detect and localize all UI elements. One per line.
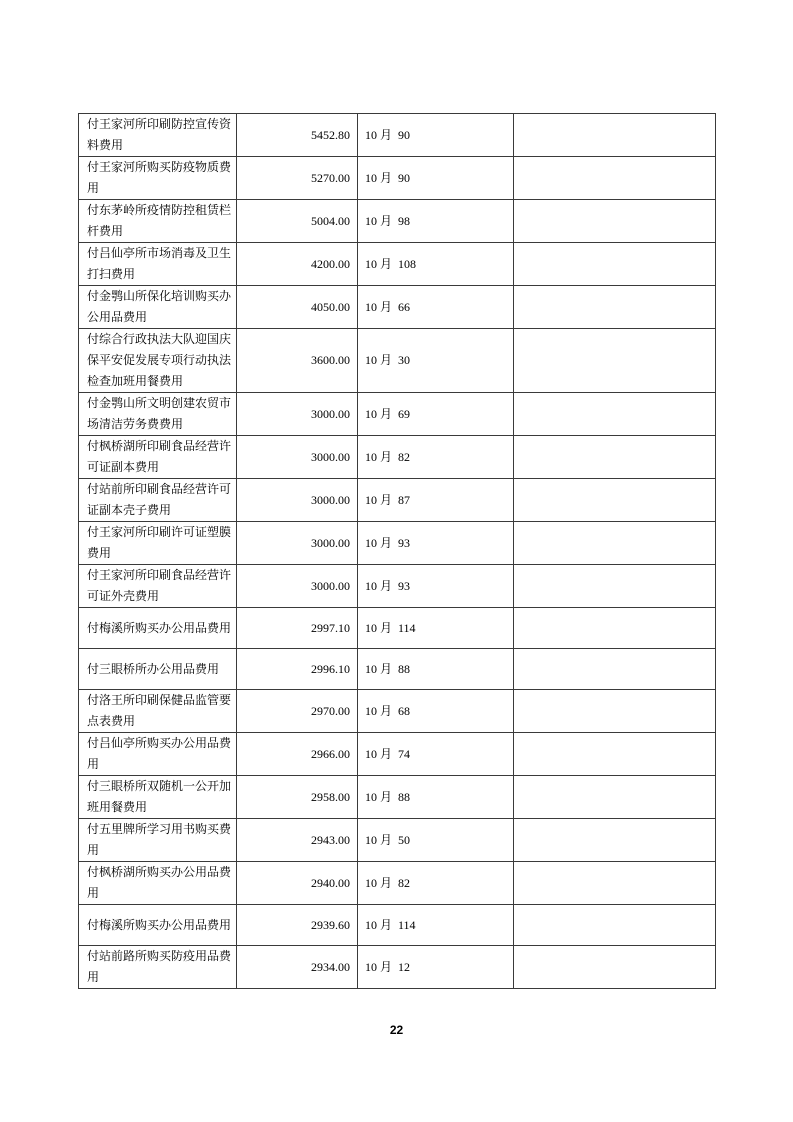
expense-date-cell: 10 月 98: [358, 200, 514, 243]
expense-amount-cell: 3000.00: [237, 565, 358, 608]
expense-description-cell: 付王家河所购买防疫物质费用: [79, 157, 237, 200]
expense-amount-cell: 2943.00: [237, 819, 358, 862]
table-row: [79, 946, 716, 989]
expense-amount-cell: 3000.00: [237, 393, 358, 436]
table-row: [79, 862, 716, 905]
expense-amount-cell: 5452.80: [237, 114, 358, 157]
expense-note-cell: [514, 565, 716, 608]
table-row: [79, 329, 716, 393]
expense-amount-cell: 4200.00: [237, 243, 358, 286]
expense-date-cell: 10 月 69: [358, 393, 514, 436]
table-row: [79, 114, 716, 157]
expense-amount-cell: 3000.00: [237, 479, 358, 522]
expense-description-cell: 付吕仙亭所市场消毒及卫生打扫费用: [79, 243, 237, 286]
expense-description-cell: 付枫桥湖所印刷食品经营许可证副本费用: [79, 436, 237, 479]
expense-amount-cell: 2934.00: [237, 946, 358, 989]
expense-amount-cell: 2940.00: [237, 862, 358, 905]
expense-description-cell: 付枫桥湖所购买办公用品费用: [79, 862, 237, 905]
expense-amount-cell: 2958.00: [237, 776, 358, 819]
expense-note-cell: [514, 393, 716, 436]
table-row: [79, 733, 716, 776]
expense-amount-cell: 2997.10: [237, 608, 358, 649]
expense-note-cell: [514, 776, 716, 819]
table-row: [79, 608, 716, 649]
expense-date-cell: 10 月 90: [358, 157, 514, 200]
expense-date-cell: 10 月 82: [358, 436, 514, 479]
expense-note-cell: [514, 243, 716, 286]
expense-note-cell: [514, 946, 716, 989]
expense-note-cell: [514, 862, 716, 905]
expense-note-cell: [514, 200, 716, 243]
page-number: 22: [389, 1023, 404, 1037]
table-row: [79, 776, 716, 819]
table-row: [79, 286, 716, 329]
expense-amount-cell: 3000.00: [237, 522, 358, 565]
expense-description-cell: 付王家河所印刷防控宣传资料费用: [79, 114, 237, 157]
table-row: [79, 649, 716, 690]
expense-date-cell: 10 月 82: [358, 862, 514, 905]
expense-date-cell: 10 月 12: [358, 946, 514, 989]
expense-amount-cell: 5270.00: [237, 157, 358, 200]
table-row: [79, 690, 716, 733]
expense-date-cell: 10 月 93: [358, 522, 514, 565]
table-row: [79, 565, 716, 608]
expense-date-cell: 10 月 66: [358, 286, 514, 329]
expense-amount-cell: 2939.60: [237, 905, 358, 946]
expense-description-cell: 付梅溪所购买办公用品费用: [79, 905, 237, 946]
table-row: [79, 157, 716, 200]
expense-description-cell: 付吕仙亭所购买办公用品费用: [79, 733, 237, 776]
expense-description-cell: 付三眼桥所办公用品费用: [79, 649, 237, 690]
table-row: [79, 436, 716, 479]
expense-date-cell: 10 月 50: [358, 819, 514, 862]
table-row: [79, 200, 716, 243]
expense-description-cell: 付综合行政执法大队迎国庆保平安促发展专项行动执法检查加班用餐费用: [79, 329, 237, 393]
expense-note-cell: [514, 905, 716, 946]
expense-date-cell: 10 月 87: [358, 479, 514, 522]
table-row: [79, 243, 716, 286]
table-row: [79, 819, 716, 862]
expense-description-cell: 付五里牌所学习用书购买费用: [79, 819, 237, 862]
expense-date-cell: 10 月 108: [358, 243, 514, 286]
expense-date-cell: 10 月 88: [358, 776, 514, 819]
expense-note-cell: [514, 286, 716, 329]
expense-note-cell: [514, 436, 716, 479]
table-row: [79, 905, 716, 946]
expense-description-cell: 付金鹗山所保化培训购买办公用品费用: [79, 286, 237, 329]
expense-amount-cell: 4050.00: [237, 286, 358, 329]
expense-note-cell: [514, 479, 716, 522]
expense-amount-cell: 3000.00: [237, 436, 358, 479]
expense-description-cell: 付金鹗山所文明创建农贸市场清洁劳务费费用: [79, 393, 237, 436]
table-row: [79, 479, 716, 522]
expense-note-cell: [514, 157, 716, 200]
expense-note-cell: [514, 522, 716, 565]
expense-note-cell: [514, 690, 716, 733]
expense-description-cell: 付王家河所印刷食品经营许可证外壳费用: [79, 565, 237, 608]
expense-amount-cell: 5004.00: [237, 200, 358, 243]
expense-date-cell: 10 月 30: [358, 329, 514, 393]
expense-description-cell: 付站前路所购买防疫用品费用: [79, 946, 237, 989]
expense-date-cell: 10 月 88: [358, 649, 514, 690]
expense-amount-cell: 2966.00: [237, 733, 358, 776]
expense-note-cell: [514, 819, 716, 862]
expense-note-cell: [514, 114, 716, 157]
expense-note-cell: [514, 608, 716, 649]
expense-note-cell: [514, 649, 716, 690]
expense-date-cell: 10 月 114: [358, 608, 514, 649]
expense-description-cell: 付梅溪所购买办公用品费用: [79, 608, 237, 649]
table-row: [79, 393, 716, 436]
table-row: [79, 522, 716, 565]
expense-table: [78, 113, 716, 989]
expense-table-body: [79, 114, 716, 989]
expense-description-cell: 付王家河所印刷许可证塑膜费用: [79, 522, 237, 565]
expense-date-cell: 10 月 90: [358, 114, 514, 157]
expense-amount-cell: 2996.10: [237, 649, 358, 690]
expense-amount-cell: 3600.00: [237, 329, 358, 393]
expense-description-cell: 付三眼桥所双随机一公开加班用餐费用: [79, 776, 237, 819]
expense-description-cell: 付东茅岭所疫情防控租赁栏杆费用: [79, 200, 237, 243]
expense-date-cell: 10 月 74: [358, 733, 514, 776]
expense-description-cell: 付站前所印刷食品经营许可证副本壳子费用: [79, 479, 237, 522]
expense-date-cell: 10 月 114: [358, 905, 514, 946]
expense-amount-cell: 2970.00: [237, 690, 358, 733]
expense-date-cell: 10 月 93: [358, 565, 514, 608]
expense-description-cell: 付洛王所印刷保健品监管要点表费用: [79, 690, 237, 733]
expense-note-cell: [514, 329, 716, 393]
expense-note-cell: [514, 733, 716, 776]
expense-date-cell: 10 月 68: [358, 690, 514, 733]
